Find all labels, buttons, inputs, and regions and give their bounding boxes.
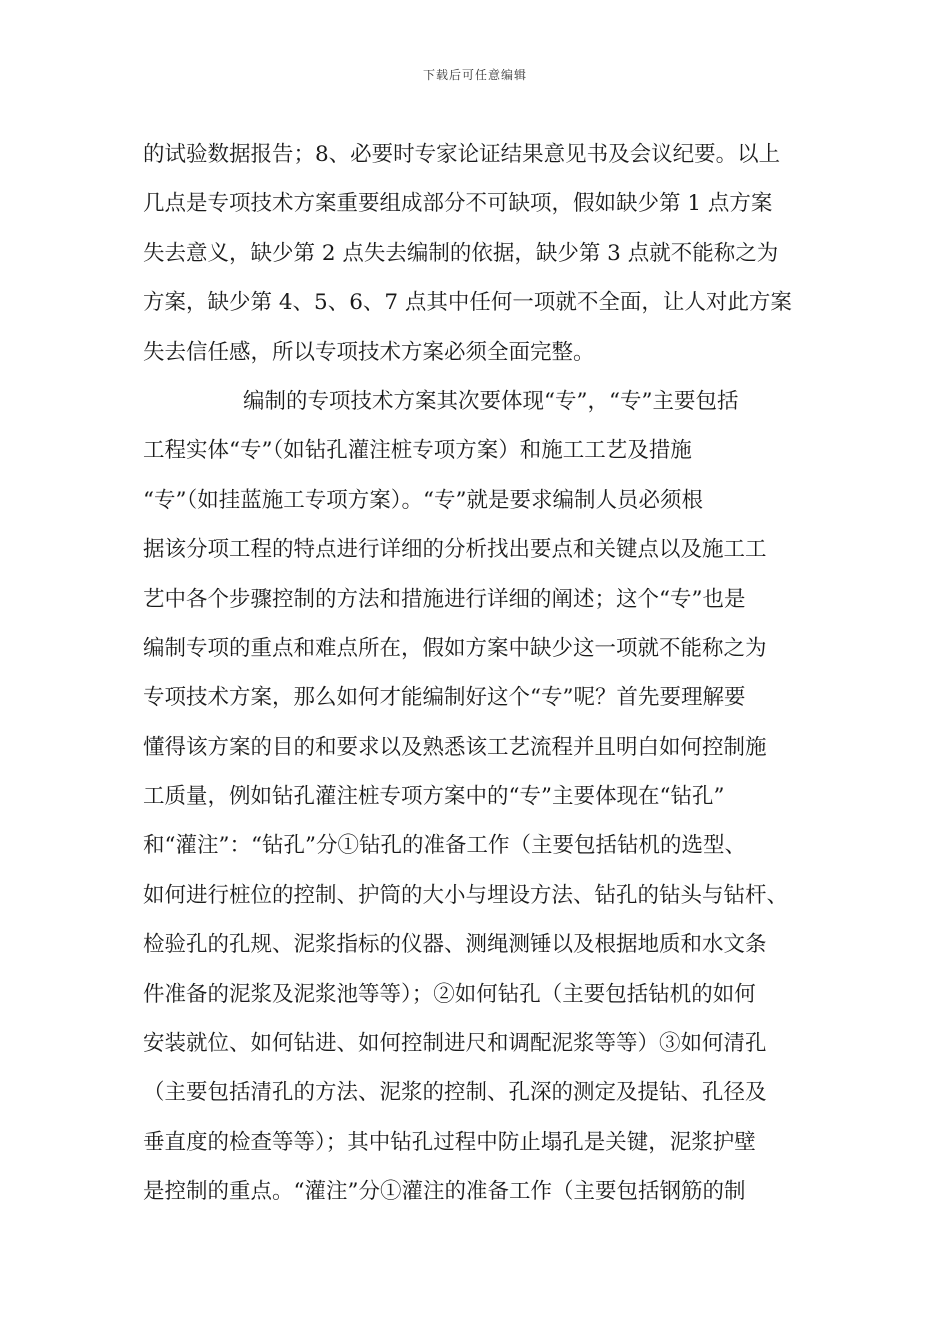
text-line: 编制专项的重点和难点所在，假如方案中缺少这一项就不能称之为 bbox=[143, 635, 767, 661]
text-line: 编制的专项技术方案其次要体现“专”，“专”主要包括 bbox=[243, 388, 739, 414]
page-header: 下载后可任意编辑 bbox=[422, 68, 527, 82]
text-line: 失去意义，缺少第 2 点失去编制的依据，缺少第 3 点就不能称之为 bbox=[143, 240, 779, 266]
text-line: 检验孔的孔规、泥浆指标的仪器、测绳测锤以及根据地质和水文条 bbox=[143, 932, 767, 958]
text-line: 安装就位、如何钻进、如何控制进尺和调配泥浆等等）③如何清孔 bbox=[143, 1031, 767, 1057]
body-text bbox=[143, 130, 811, 1217]
text-line: 工质量，例如钻孔灌注桩专项方案中的“专”主要体现在“钻孔” bbox=[143, 784, 725, 810]
text-line: “专”（如挂蓝施工专项方案）。“专”就是要求编制人员必须根 bbox=[143, 487, 703, 513]
text-line: 件准备的泥浆及泥浆池等等）；②如何钻孔（主要包括钻机的如何 bbox=[143, 981, 756, 1007]
text-line: 几点是专项技术方案重要组成部分不可缺项，假如缺少第 1 点方案 bbox=[143, 191, 773, 217]
text-line: 方案，缺少第 4、5、6、7 点其中任何一项就不全面，让人对此方案 bbox=[143, 290, 792, 316]
text-line: 工程实体“专”（如钻孔灌注桩专项方案）和施工工艺及措施 bbox=[143, 438, 692, 464]
text-line: 是控制的重点。“灌注”分①灌注的准备工作（主要包括钢筋的制 bbox=[143, 1179, 746, 1205]
text-line: 如何进行桩位的控制、护筒的大小与埋设方法、钻孔的钻头与钻杆、 bbox=[143, 882, 789, 908]
text-line: 据该分项工程的特点进行详细的分析找出要点和关键点以及施工工 bbox=[143, 537, 767, 563]
text-line: （主要包括清孔的方法、泥浆的控制、孔深的测定及提钻、孔径及 bbox=[143, 1080, 767, 1106]
text-line: 垂直度的检查等等）；其中钻孔过程中防止塌孔是关键，泥浆护壁 bbox=[143, 1129, 756, 1155]
text-line: 艺中各个步骤控制的方法和措施进行详细的阐述；这个“专”也是 bbox=[143, 586, 746, 612]
text-line: 专项技术方案，那么如何才能编制好这个“专”呢？首先要理解要 bbox=[143, 685, 746, 711]
text-line: 和“灌注”：“钻孔”分①钻孔的准备工作（主要包括钻机的选型、 bbox=[143, 833, 746, 859]
text-line: 懂得该方案的目的和要求以及熟悉该工艺流程并且明白如何控制施 bbox=[143, 734, 767, 760]
text-line: 失去信任感，所以专项技术方案必须全面完整。 bbox=[143, 339, 595, 365]
text-line: 的试验数据报告；8、必要时专家论证结果意见书及会议纪要。以上 bbox=[143, 142, 781, 167]
